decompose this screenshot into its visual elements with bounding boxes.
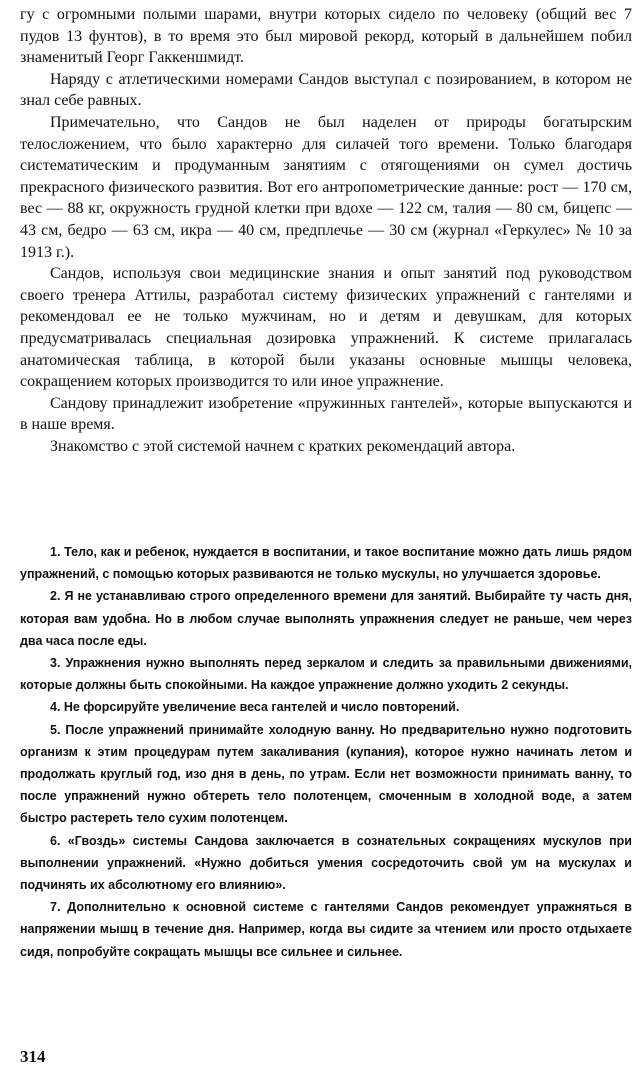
author-recommendations — [20, 541, 632, 963]
paragraph-intro-rules: Знакомство с этой системой начнем с кратких рекомендаций автора. — [50, 437, 516, 455]
rule-item: 1. Тело, как и ребенок, нуждается в воспитании, и такое воспитание можно дать лишь рядом упражнений, с помощью которых развиваются не только мускулы, но улучшается здоровье. — [20, 545, 632, 582]
main-text — [20, 4, 632, 457]
paragraph-anthropometry: Примечательно, что Сандов не был наделен от природы богатырским телосложением, что было характерно для силачей того времени. Только благодаря систематическим и продуманным занятиям с отягощениями он сумел достичь прекрасного физического развития. Вот его антропометрические данные: рост — 170 см, вес — 88 кг, окружность грудной клетки при вдохе — 122 см, талия — 80 см, бицепс — 43 см, бедро — 63 см, икра — 40 см, предплечье — 30 см (журнал «Геркулес» № 10 за 1913 г.). — [20, 113, 632, 261]
page-number: 314 — [20, 1047, 46, 1066]
rule-item: 4. Не форсируйте увеличение веса гантелей и число повторений. — [50, 700, 460, 715]
paragraph-continuation: гу с огромными полыми шарами, внутри которых сидело по человеку (общий вес 7 пудов 13 фунтов), в то время это был мировой рекорд, который в дальнейшем побил знаменитый Георг Гаккеншмидт. — [20, 6, 632, 67]
rule-item: 6. «Гвоздь» системы Сандова заключается в сознательных сокращениях мускулов при выполнении упражнений. «Нужно добиться умения сосредоточить свой ум на мускулах и подчинять их абсолютному его влиянию». — [20, 833, 632, 893]
paragraph-posing: Наряду с атлетическими номерами Сандов выступал с позированием, в котором не знал себе равных. — [20, 70, 632, 110]
paragraph-spring-dumbbells: Сандову принадлежит изобретение «пружинных гантелей», которые выпускаются и в наше время. — [20, 394, 632, 434]
rule-item: 7. Дополнительно к основной системе с гантелями Сандов рекомендует упражняться в напряжении мышц в течение дня. Например, когда вы сидите за чтением или просто отдыхаете сидя, попробуйте сокращать мышцы все сильнее и сильнее. — [20, 900, 632, 959]
rule-item: 2. Я не устанавливаю строго определенного времени для занятий. Выбирайте ту часть дня, которая вам удобна. Но в любом случае выполнять упражнения следует не раньше, чем через два часа после еды. — [20, 589, 632, 648]
rule-item: 3. Упражнения нужно выполнять перед зеркалом и следить за правильными движениями, которые должны быть спокойными. На каждое упражнение должно уходить 2 секунды. — [20, 656, 632, 693]
paragraph-system: Сандов, используя свои медицинские знания и опыт занятий под руководством своего тренера Аттилы, разработал систему физических упражнений с гантелями и рекомендовал ее не только мужчинам, но и детям и девушкам, для которых предусматривалась специальная дозировка упражнений. К системе прилагалась анатомическая таблица, в которой были указаны основные мышцы человека, сокращением которых производится то или иное упражнение. — [20, 265, 632, 391]
rule-item: 5. После упражнений принимайте холодную ванну. Но предварительно нужно подготовить организм к этим процедурам путем закаливания (купания), которое нужно начинать летом и продолжать круглый год, изо дня в день, по утрам. Если нет возможности принимать ванну, то после упражнений нужно обтереть тело полотенцем, смоченным в холодной воде, а затем быстро растереть тело сухим полотенцем. — [20, 722, 632, 826]
